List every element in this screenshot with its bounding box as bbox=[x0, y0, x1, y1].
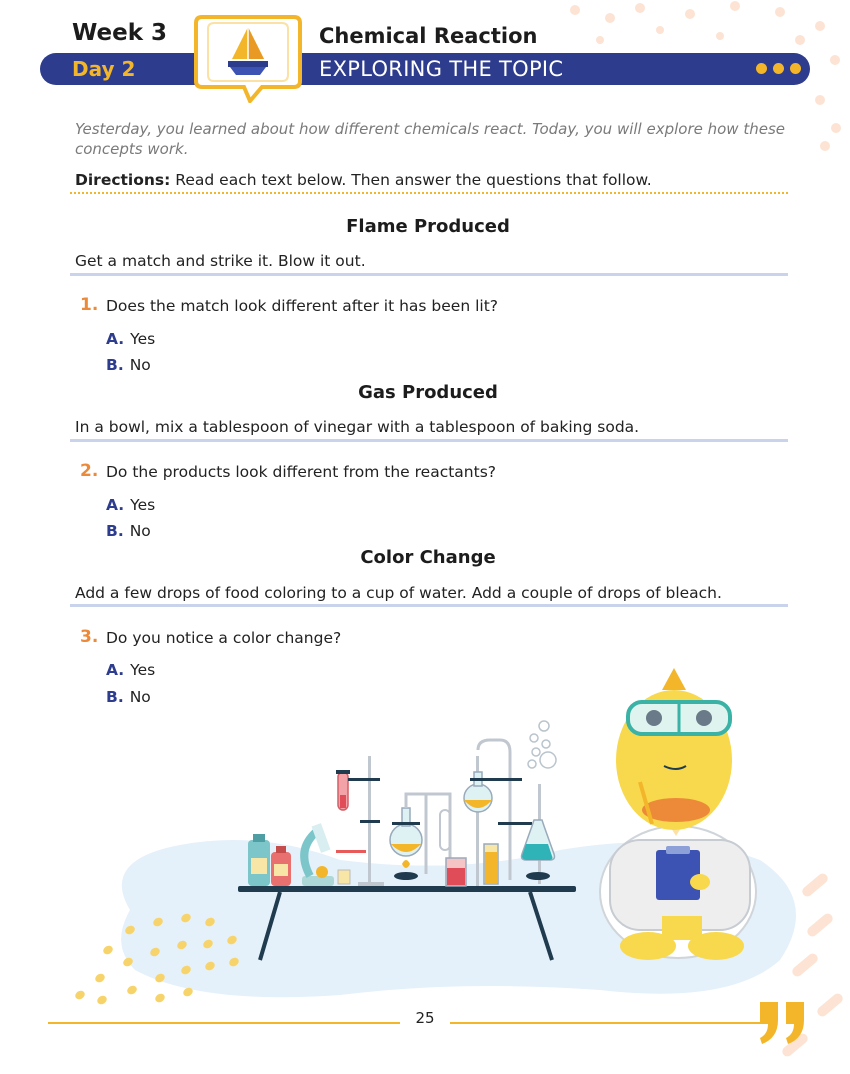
section-divider bbox=[70, 439, 788, 442]
intro-text: Yesterday, you learned about how different chemicals react. Today, you will explore how these concepts work. bbox=[75, 120, 786, 158]
option-letter: A. bbox=[106, 496, 125, 514]
option-text: No bbox=[129, 688, 151, 706]
section-text: In a bowl, mix a tablespoon of vinegar with a tablespoon of baking soda. bbox=[75, 418, 640, 436]
answer-option[interactable] bbox=[106, 496, 155, 514]
option-text: Yes bbox=[130, 496, 156, 514]
lab-illustration bbox=[40, 660, 820, 1010]
directions-label: Directions: bbox=[75, 171, 171, 189]
option-text: Yes bbox=[130, 330, 156, 348]
section-title: Color Change bbox=[360, 547, 496, 568]
section-divider bbox=[70, 604, 788, 607]
dotted-divider bbox=[70, 192, 788, 194]
section-text: Get a match and strike it. Blow it out. bbox=[75, 252, 366, 270]
option-text: No bbox=[129, 522, 151, 540]
directions-text: Read each text below. Then answer the questions that follow. bbox=[175, 171, 652, 189]
footer-line-right bbox=[450, 1022, 765, 1024]
option-text: No bbox=[129, 356, 151, 374]
answer-option[interactable] bbox=[106, 356, 151, 374]
question-number: 2. bbox=[80, 461, 99, 481]
section-divider bbox=[70, 273, 788, 276]
question-text: Do the products look different from the reactants? bbox=[106, 463, 496, 481]
question-text: Do you notice a color change? bbox=[106, 629, 342, 647]
footer-line-left bbox=[48, 1022, 400, 1024]
section-text: Add a few drops of food coloring to a cup of water. Add a couple of drops of bleach. bbox=[75, 584, 722, 602]
question-number: 1. bbox=[80, 295, 99, 315]
section-subtitle: EXPLORING THE TOPIC bbox=[319, 57, 564, 81]
directions bbox=[75, 171, 652, 189]
option-letter: B. bbox=[106, 522, 124, 540]
page-number: 25 bbox=[415, 1009, 435, 1027]
sailboat-icon bbox=[192, 13, 304, 103]
week-label: Week 3 bbox=[72, 20, 168, 46]
option-letter: B. bbox=[106, 356, 124, 374]
three-dots-icon bbox=[756, 63, 802, 75]
question-number: 3. bbox=[80, 627, 99, 647]
option-letter: A. bbox=[106, 330, 125, 348]
option-letter: A. bbox=[106, 661, 125, 679]
question-text: Does the match look different after it has been lit? bbox=[106, 297, 499, 315]
section-title: Flame Produced bbox=[346, 216, 510, 237]
answer-option[interactable] bbox=[106, 522, 151, 540]
option-letter: B. bbox=[106, 688, 124, 706]
option-text: Yes bbox=[130, 661, 156, 679]
answer-option[interactable] bbox=[106, 330, 155, 348]
section-title: Gas Produced bbox=[358, 382, 498, 403]
topic-title: Chemical Reaction bbox=[319, 24, 538, 48]
quote-icon bbox=[754, 998, 814, 1048]
day-label: Day 2 bbox=[72, 57, 136, 81]
